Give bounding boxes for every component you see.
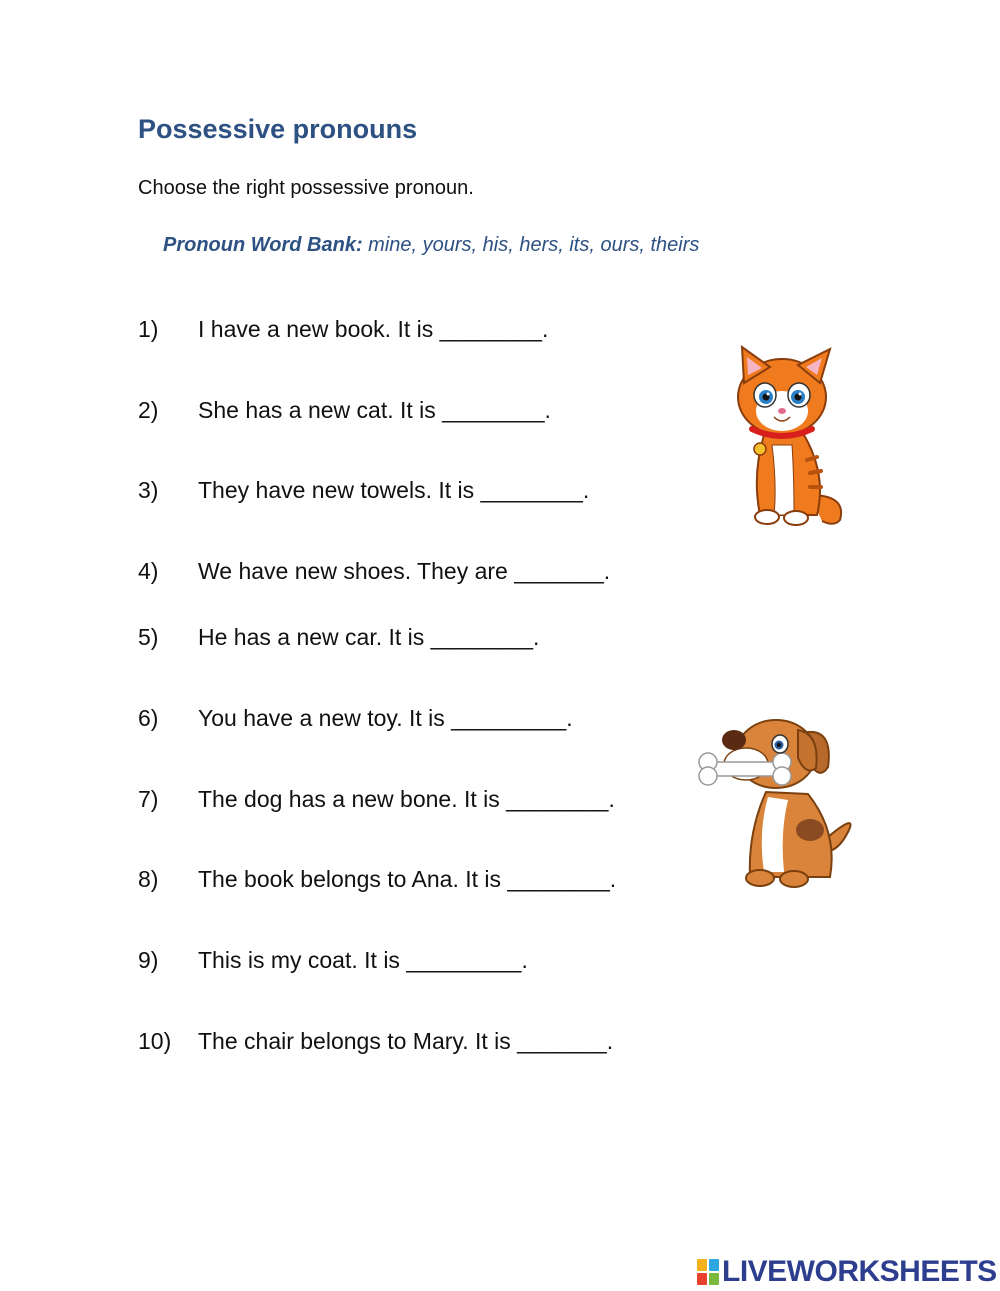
word-bank xyxy=(163,234,699,257)
question-text: The dog has a new bone. It is ________. xyxy=(198,786,615,812)
question-text: I have a new book. It is ________. xyxy=(198,316,549,342)
question-text: He has a new car. It is ________. xyxy=(198,624,540,650)
logo-mark-icon xyxy=(697,1259,719,1285)
dog-illustration xyxy=(698,712,860,888)
question-number: 5) xyxy=(138,624,159,650)
question-10 xyxy=(138,1028,613,1055)
question-text: She has a new cat. It is ________. xyxy=(198,397,551,423)
question-3 xyxy=(138,477,589,504)
question-number: 10) xyxy=(138,1028,172,1054)
liveworksheets-logo xyxy=(697,1255,997,1289)
question-text: You have a new toy. It is _________. xyxy=(198,705,573,731)
question-text: The book belongs to Ana. It is ________. xyxy=(198,866,617,892)
question-7 xyxy=(138,786,615,813)
question-5 xyxy=(138,624,539,651)
question-number: 9) xyxy=(138,947,159,973)
logo-text: LIVEWORKSHEETS xyxy=(722,1255,997,1288)
question-text: They have new towels. It is ________. xyxy=(198,477,590,503)
question-text: The chair belongs to Mary. It is _______. xyxy=(198,1028,614,1054)
question-number: 3) xyxy=(138,477,159,503)
instruction-text: Choose the right possessive pronoun. xyxy=(138,177,474,199)
word-bank-words: mine, yours, his, hers, its, ours, theirs xyxy=(362,234,700,256)
question-text: This is my coat. It is _________. xyxy=(198,947,528,973)
question-6 xyxy=(138,705,573,732)
word-bank-label: Pronoun Word Bank: xyxy=(163,234,363,256)
question-2 xyxy=(138,397,551,424)
question-number: 1) xyxy=(138,316,159,342)
page-title: Possessive pronouns xyxy=(138,114,418,144)
question-number: 6) xyxy=(138,705,159,731)
question-number: 8) xyxy=(138,866,159,892)
question-text: We have new shoes. They are _______. xyxy=(198,558,611,584)
question-4 xyxy=(138,558,610,585)
cat-illustration xyxy=(722,345,852,530)
question-9 xyxy=(138,947,528,974)
question-number: 2) xyxy=(138,397,159,423)
question-1 xyxy=(138,316,548,343)
question-number: 4) xyxy=(138,558,159,584)
question-number: 7) xyxy=(138,786,159,812)
question-8 xyxy=(138,866,616,893)
